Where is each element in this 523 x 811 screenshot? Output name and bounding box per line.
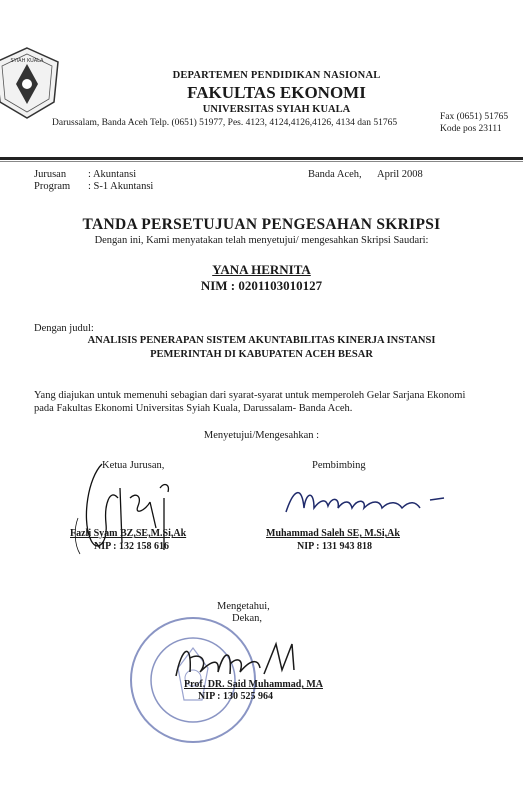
address-line: Darussalam, Banda Aceh Telp. (0651) 51977, Pes. 4123, 4124,4126,4126, 4134 dan 51765 xyxy=(52,118,398,128)
judul-label: Dengan judul: xyxy=(34,323,94,334)
pembimbing-signature xyxy=(280,478,460,528)
jurusan-value: : Akuntansi xyxy=(88,169,137,180)
ketua-nip: NIP : 132 158 616 xyxy=(94,541,169,552)
program-label: Program xyxy=(34,181,71,192)
header-rule-thin xyxy=(0,161,523,162)
thesis-title-line2: PEMERINTAH DI KABUPATEN ACEH BESAR xyxy=(150,349,373,360)
postal-code: Kode pos 23111 xyxy=(440,124,502,134)
program-value: : S-1 Akuntansi xyxy=(88,181,154,192)
ketua-name: Fazli Syam BZ,SE,M.Si,Ak xyxy=(70,528,187,539)
pembimbing-role: Pembimbing xyxy=(312,460,366,471)
ketua-role: Ketua Jurusan, xyxy=(102,460,165,471)
document-title: TANDA PERSETUJUAN PENGESAHAN SKRIPSI xyxy=(82,216,441,233)
jurusan-label: Jurusan xyxy=(34,169,67,180)
fax-block xyxy=(440,111,508,135)
ministry-name: DEPARTEMEN PENDIDIKAN NASIONAL xyxy=(172,70,381,81)
intro-text: Dengan ini, Kami menyatakan telah menyetujui/ mengesahkan Skripsi Saudari: xyxy=(94,235,429,246)
university-name: UNIVERSITAS SYIAH KUALA xyxy=(202,104,351,115)
header-rule-thick xyxy=(0,157,523,160)
student-nim: NIM : 0201103010127 xyxy=(200,278,323,293)
approval-heading: Menyetujui/Mengesahkan : xyxy=(203,430,320,441)
dekan-nip: NIP : 130 525 964 xyxy=(198,691,273,702)
thesis-title xyxy=(0,334,523,362)
faculty-name: FAKULTAS EKONOMI xyxy=(187,83,366,102)
dekan-role: Dekan, xyxy=(232,613,263,624)
pembimbing-name: Muhammad Saleh SE, M.Si,Ak xyxy=(266,528,400,539)
thesis-title-line1: ANALISIS PENERAPAN SISTEM AKUNTABILITAS KINERJA INSTANSI xyxy=(87,335,436,346)
pembimbing-nip: NIP : 131 943 818 xyxy=(297,541,372,552)
student-name: YANA HERNITA xyxy=(212,262,311,277)
svg-text:SYIAH KUALA: SYIAH KUALA xyxy=(10,58,44,64)
place: Banda Aceh, xyxy=(308,169,362,180)
date: April 2008 xyxy=(377,169,423,180)
purpose-paragraph: Yang diajukan untuk memenuhi sebagian dari syarat-syarat untuk memperoleh Gelar Sarjana Ekonomi pada Fakultas Ekonomi Universitas Syiah Kuala, Darussalam- Banda Aceh. xyxy=(34,390,466,414)
dekan-name: Prof. DR. Said Muhammad, MA xyxy=(184,679,323,690)
mengetahui-label: Mengetahui, xyxy=(217,601,270,612)
fax-number: Fax (0651) 51765 xyxy=(440,112,509,122)
